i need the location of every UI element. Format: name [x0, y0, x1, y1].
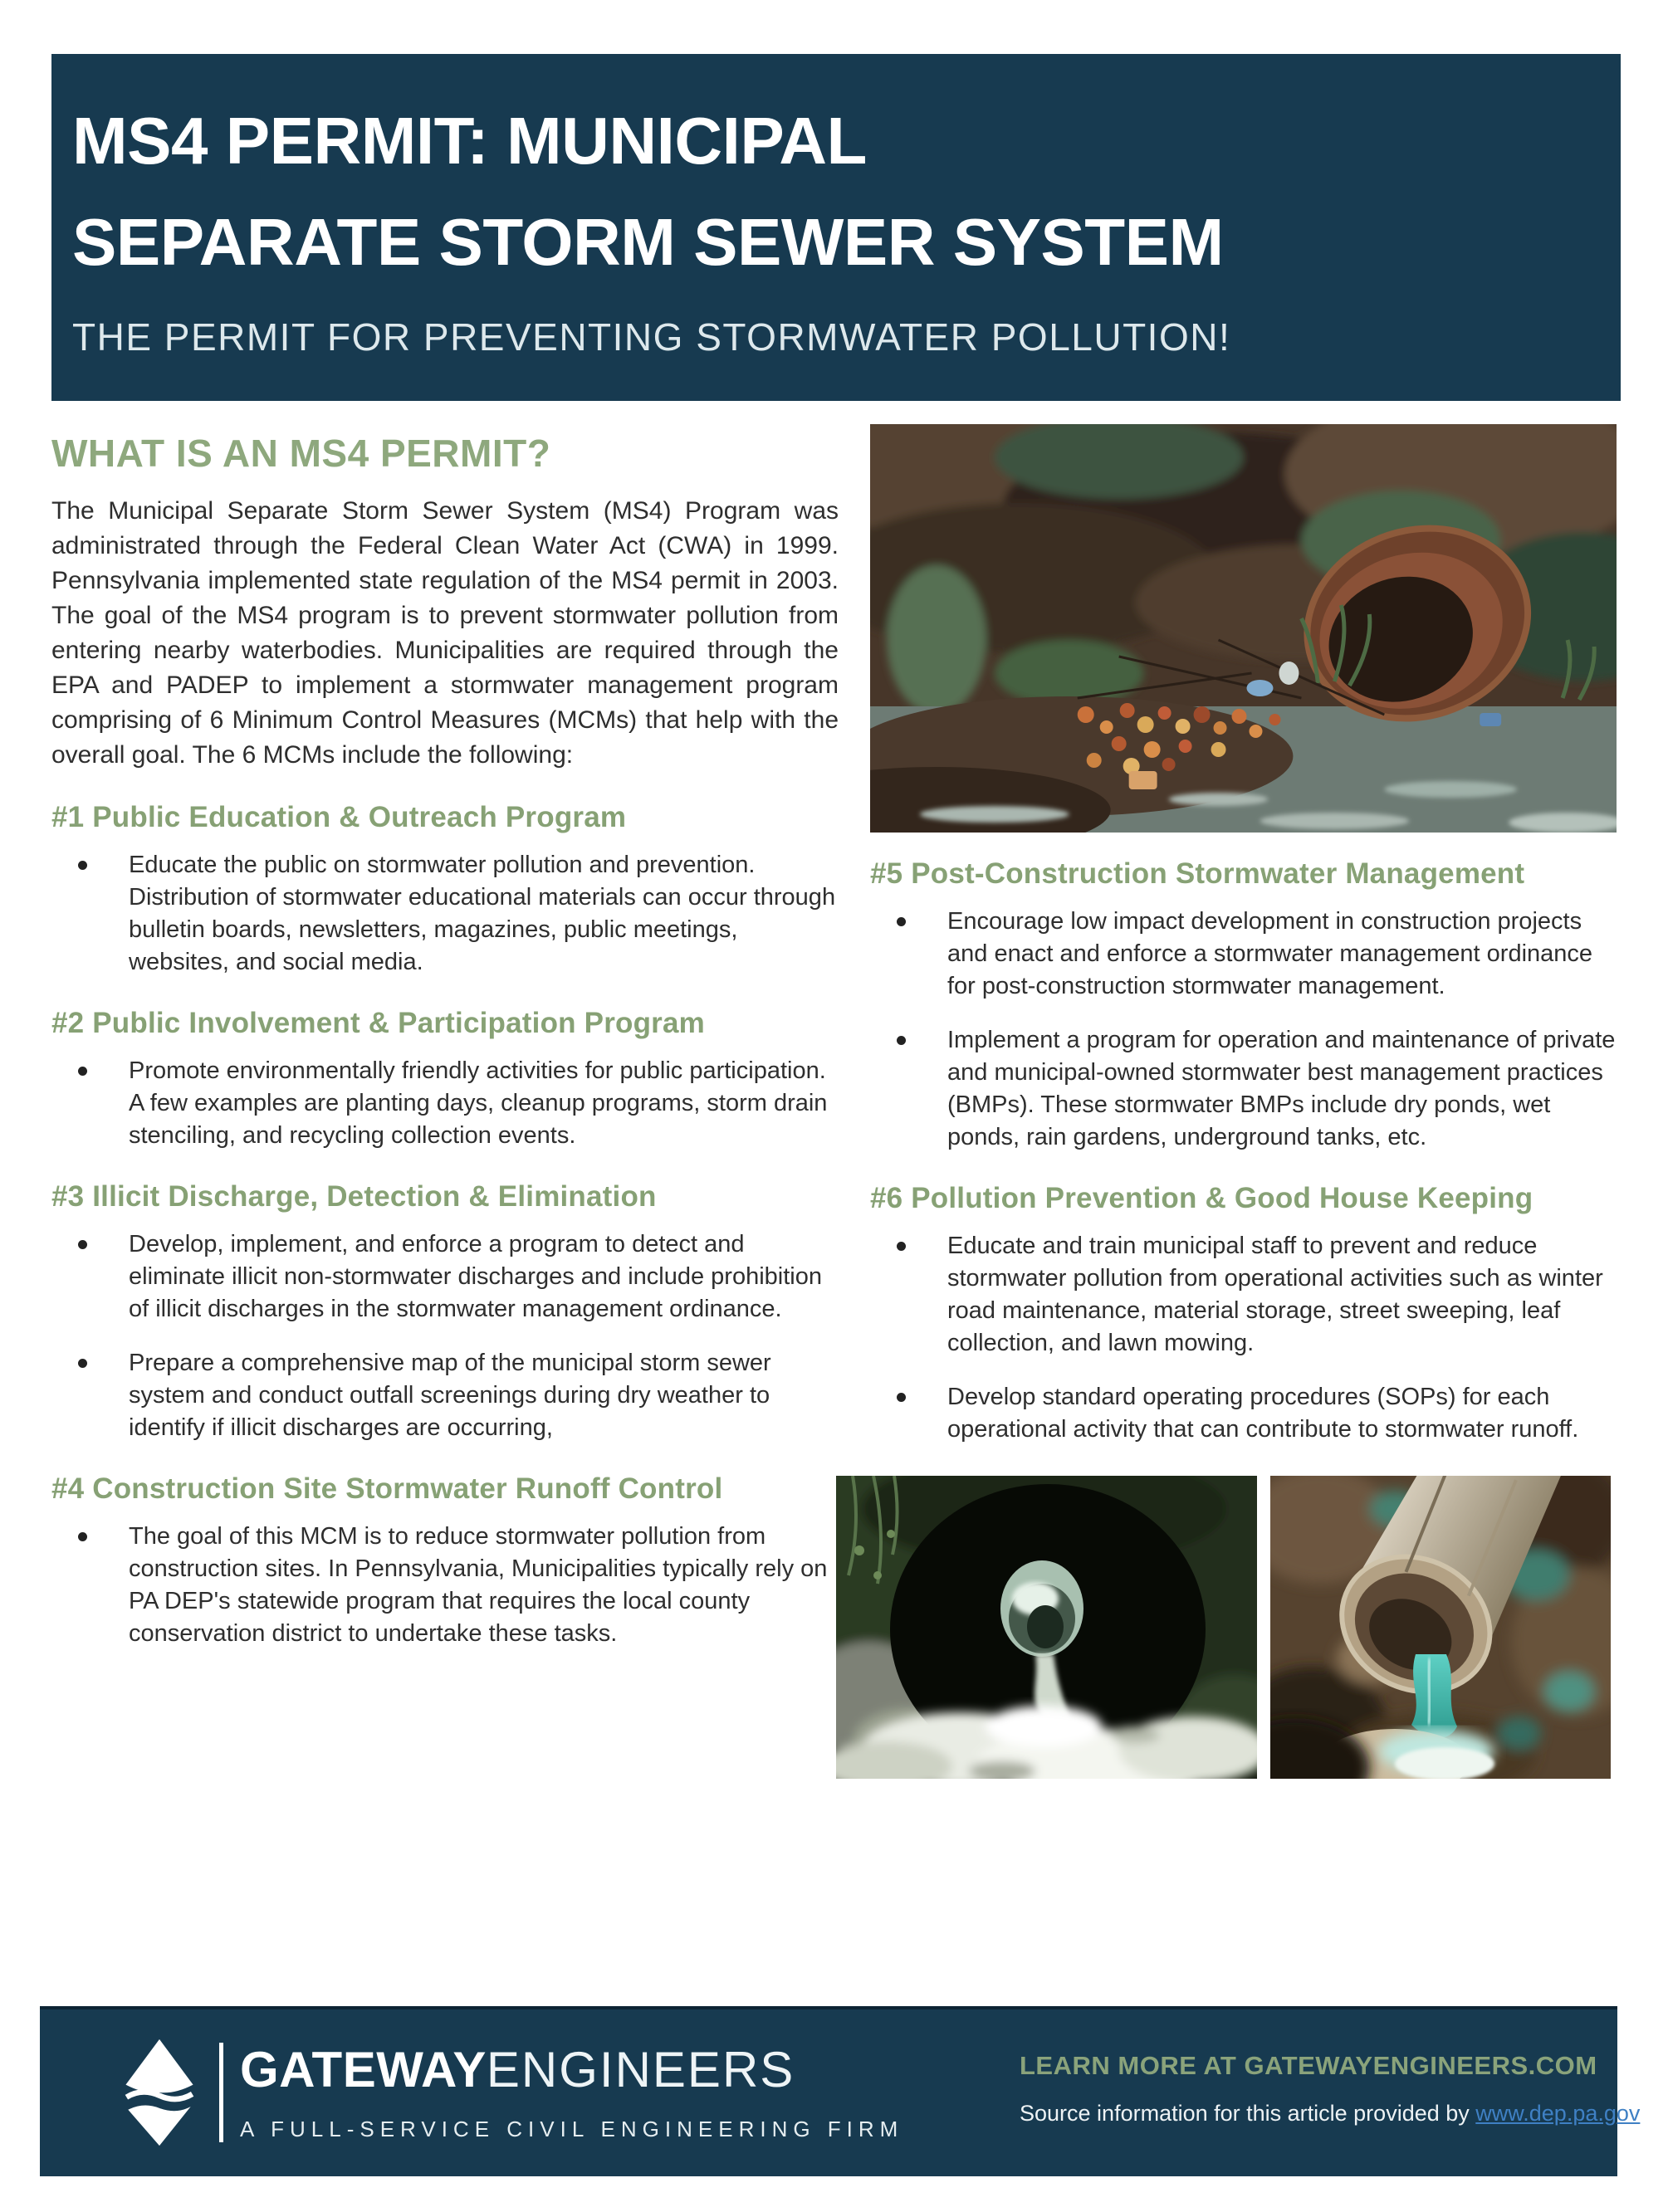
brand-name-light: ENGINEERS: [486, 2041, 795, 2097]
bullet-item: Develop, implement, and enforce a program to detect and eliminate illicit non-stormwater discharges and include prohibition of illicit discharges in the stormwater management ordinance.: [51, 1228, 839, 1326]
bullet-list: [51, 849, 839, 979]
section-heading: #5 Post-Construction Stormwater Management: [870, 857, 1525, 890]
section-heading: #6 Pollution Prevention & Good House Keeping: [870, 1182, 1533, 1214]
header-banner: [51, 54, 1621, 401]
culvert-tunnel-photo: [836, 1476, 1257, 1779]
left-column: [51, 424, 839, 1650]
section-construction-site: [51, 1472, 839, 1650]
bullet-list: [51, 1055, 839, 1152]
dep-pa-gov-link[interactable]: www.dep.pa.gov: [1475, 2101, 1641, 2126]
bullet-item: The goal of this MCM is to reduce stormwater pollution from construction sites. In Pennsylvania, Municipalities typically rely on PA DEP's statewide program that requires the local county conservation district to undertake these tasks.: [51, 1521, 839, 1650]
section-pollution-prevention: [870, 1182, 1617, 1446]
bullet-item: Promote environmentally friendly activities for public participation. A few examples are planting days, cleanup programs, storm drain stenciling, and recycling collection events.: [51, 1055, 839, 1152]
bullet-list: [870, 1230, 1617, 1446]
logo-divider: [219, 2043, 223, 2142]
section-heading: #3 Illicit Discharge, Detection & Elimination: [51, 1180, 657, 1213]
intro-heading: WHAT IS AN MS4 PERMIT?: [51, 432, 551, 475]
brand-tagline: A FULL-SERVICE CIVIL ENGINEERING FIRM: [240, 2116, 904, 2141]
main-content: [51, 424, 1617, 1779]
learn-more-text: LEARN MORE AT GATEWAYENGINEERS.COM: [1020, 2051, 1597, 2080]
section-heading: #1 Public Education & Outreach Program: [51, 801, 627, 833]
section-illicit-discharge: [51, 1180, 839, 1444]
bullet-item: Educate the public on stormwater pollution and prevention. Distribution of stormwater educational materials can occur through bulletin boards, newsletters, magazines, public meetings, websites, and social media.: [51, 849, 839, 979]
bullet-list: [51, 1521, 839, 1650]
footer-banner: [40, 2006, 1641, 2176]
logo-text-block: [240, 2041, 904, 2142]
page-title-line2: SEPARATE STORM SEWER SYSTEM: [72, 205, 1224, 279]
bullet-item: Encourage low impact development in construction projects and enact and enforce a stormwater management ordinance for post-construction stormwater management.: [870, 906, 1617, 1003]
photo-row: [836, 1476, 1617, 1779]
bullet-item: Implement a program for operation and maintenance of private and municipal-owned stormwater best management practices (BMPs). These stormwater BMPs include dry ponds, wet ponds, rain gardens, underground tanks, etc.: [870, 1024, 1617, 1154]
stream-outfall-photo: [870, 424, 1617, 833]
bullet-list: [51, 1228, 839, 1444]
section-post-construction: [870, 857, 1617, 1154]
footer-right-block: [1020, 2051, 1640, 2127]
page-subtitle: THE PERMIT FOR PREVENTING STORMWATER POLLUTION!: [72, 315, 1231, 359]
page-title-line1: MS4 PERMIT: MUNICIPAL: [72, 104, 867, 178]
section-public-involvement: [51, 1007, 839, 1152]
bullet-item: Educate and train municipal staff to prevent and reduce stormwater pollution from operational activities such as winter road maintenance, material storage, street sweeping, leaf collection, and lawn mowing.: [870, 1230, 1617, 1360]
section-heading: #2 Public Involvement & Participation Program: [51, 1007, 705, 1039]
section-public-education: [51, 801, 839, 979]
source-prefix: Source information for this article provided by: [1020, 2101, 1476, 2126]
section-heading: #4 Construction Site Stormwater Runoff Control: [51, 1472, 723, 1505]
bullet-item: Develop standard operating procedures (SOPs) for each operational activity that can contribute to stormwater runoff.: [870, 1381, 1617, 1446]
gateway-diamond-icon: [115, 2038, 204, 2147]
intro-paragraph: The Municipal Separate Storm Sewer System (MS4) Program was administrated through the Federal Clean Water Act (CWA) in 1999. Pennsylvania implemented state regulation of the MS4 permit in 2003. The goal of the MS4 program is to prevent stormwater pollution from entering nearby waterbodies. Municipalities are required through the EPA and PADEP to implement a stormwater management program comprising of 6 Minimum Control Measures (MCMs) that help with the overall goal. The 6 MCMs include the following:: [51, 497, 839, 769]
bullet-item: Prepare a comprehensive map of the municipal storm sewer system and conduct outfall screenings during dry weather to identify if illicit discharges are occurring,: [51, 1347, 839, 1444]
gateway-logo: [115, 2038, 903, 2147]
source-line: [1020, 2101, 1640, 2127]
bullet-list: [870, 906, 1617, 1154]
brand-name-bold: GATEWAY: [240, 2041, 487, 2097]
right-column: [870, 424, 1617, 1779]
drain-pipe-photo: [1270, 1476, 1611, 1779]
